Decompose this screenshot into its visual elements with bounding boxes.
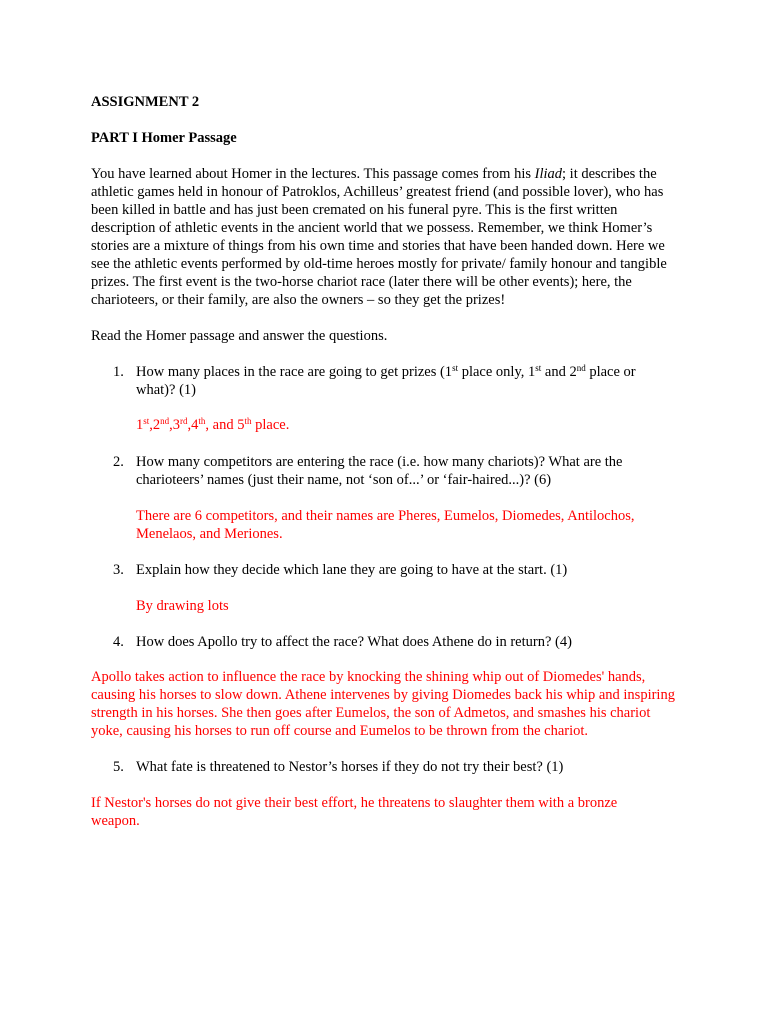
superscript: th bbox=[244, 416, 252, 426]
superscript: st bbox=[452, 363, 459, 373]
question-text-part: How many places in the race are going to get prizes (1 bbox=[136, 364, 453, 380]
answer-text-part: ,4 bbox=[187, 417, 199, 433]
intro-text-start: You have learned about Homer in the lectures. This passage comes from his bbox=[91, 166, 535, 182]
answer-1-text bbox=[136, 416, 676, 434]
answer-text-part: 1 bbox=[136, 417, 144, 433]
part-title: PART I Homer Passage bbox=[91, 130, 237, 146]
superscript: nd bbox=[160, 416, 170, 426]
superscript: rd bbox=[180, 416, 188, 426]
question-5-text: What fate is threatened to Nestor’s horses if they do not try their best? (1) bbox=[136, 759, 564, 775]
assignment-title: ASSIGNMENT 2 bbox=[91, 94, 200, 110]
question-1-text bbox=[136, 363, 676, 399]
question-4-text: How does Apollo try to affect the race? What does Athene do in return? (4) bbox=[136, 634, 572, 650]
superscript: st bbox=[535, 363, 542, 373]
intro-paragraph bbox=[91, 165, 681, 309]
question-number: 3. bbox=[113, 562, 124, 578]
superscript: th bbox=[198, 416, 206, 426]
answer-3-text: By drawing lots bbox=[136, 598, 229, 614]
instruction-text: Read the Homer passage and answer the questions. bbox=[91, 328, 388, 344]
question-number: 1. bbox=[113, 364, 124, 380]
answer-text-part: place. bbox=[251, 417, 290, 433]
question-text-part: place only, 1 bbox=[458, 364, 536, 380]
answer-text-part: ,2 bbox=[149, 417, 161, 433]
question-number: 5. bbox=[113, 759, 124, 775]
question-2-text: How many competitors are entering the race (i.e. how many chariots)? What are the charioteers’ names (just their name, not ‘son of...’ or ‘fair-haired...)? (6) bbox=[136, 454, 623, 488]
question-number: 2. bbox=[113, 454, 124, 470]
answer-text-part: , and 5 bbox=[205, 417, 245, 433]
superscript: st bbox=[143, 416, 150, 426]
question-text-part: place or what)? (1) bbox=[136, 364, 636, 398]
question-text-part: and 2 bbox=[541, 364, 577, 380]
question-number: 4. bbox=[113, 634, 124, 650]
answer-5-text: If Nestor's horses do not give their best effort, he threatens to slaughter them with a bronze weapon. bbox=[91, 795, 618, 829]
answer-4-text: Apollo takes action to influence the race by knocking the shining whip out of Diomedes' hands, causing his horses to slow down. Athene intervenes by giving Diomedes back his whip and inspiring strength in his horses. She then goes after Eumelos, the son of Admetos, and smashes his chariot yoke, causing his horses to run off course and Eumelos to be thrown from the chariot. bbox=[91, 669, 675, 739]
answer-text-part: ,3 bbox=[169, 417, 181, 433]
intro-italic-title: Iliad bbox=[534, 166, 563, 182]
superscript: nd bbox=[576, 363, 586, 373]
answer-2-text: There are 6 competitors, and their names are Pheres, Eumelos, Diomedes, Antilochos, Menelaos, and Meriones. bbox=[136, 508, 635, 542]
question-3-text: Explain how they decide which lane they are going to have at the start. (1) bbox=[136, 562, 568, 578]
intro-text-end: ; it describes the athletic games held in honour of Patroklos, Achilleus’ greatest friend (and possible lover), who has been killed in battle and has just been cremated on his funeral pyre. This is the first written description of athletic events in the ancient world that we possess. Remember, we think Homer’s stories are a mixture of things from his own time and stories that have been handed down. Here we see the athletic events performed by old-time heroes mostly for private/ family honour and tangible prizes. The first event is the two-horse chariot race (later there will be other events); here, the charioteers, or their family, are also the owners – so they get the prizes! bbox=[91, 166, 667, 308]
